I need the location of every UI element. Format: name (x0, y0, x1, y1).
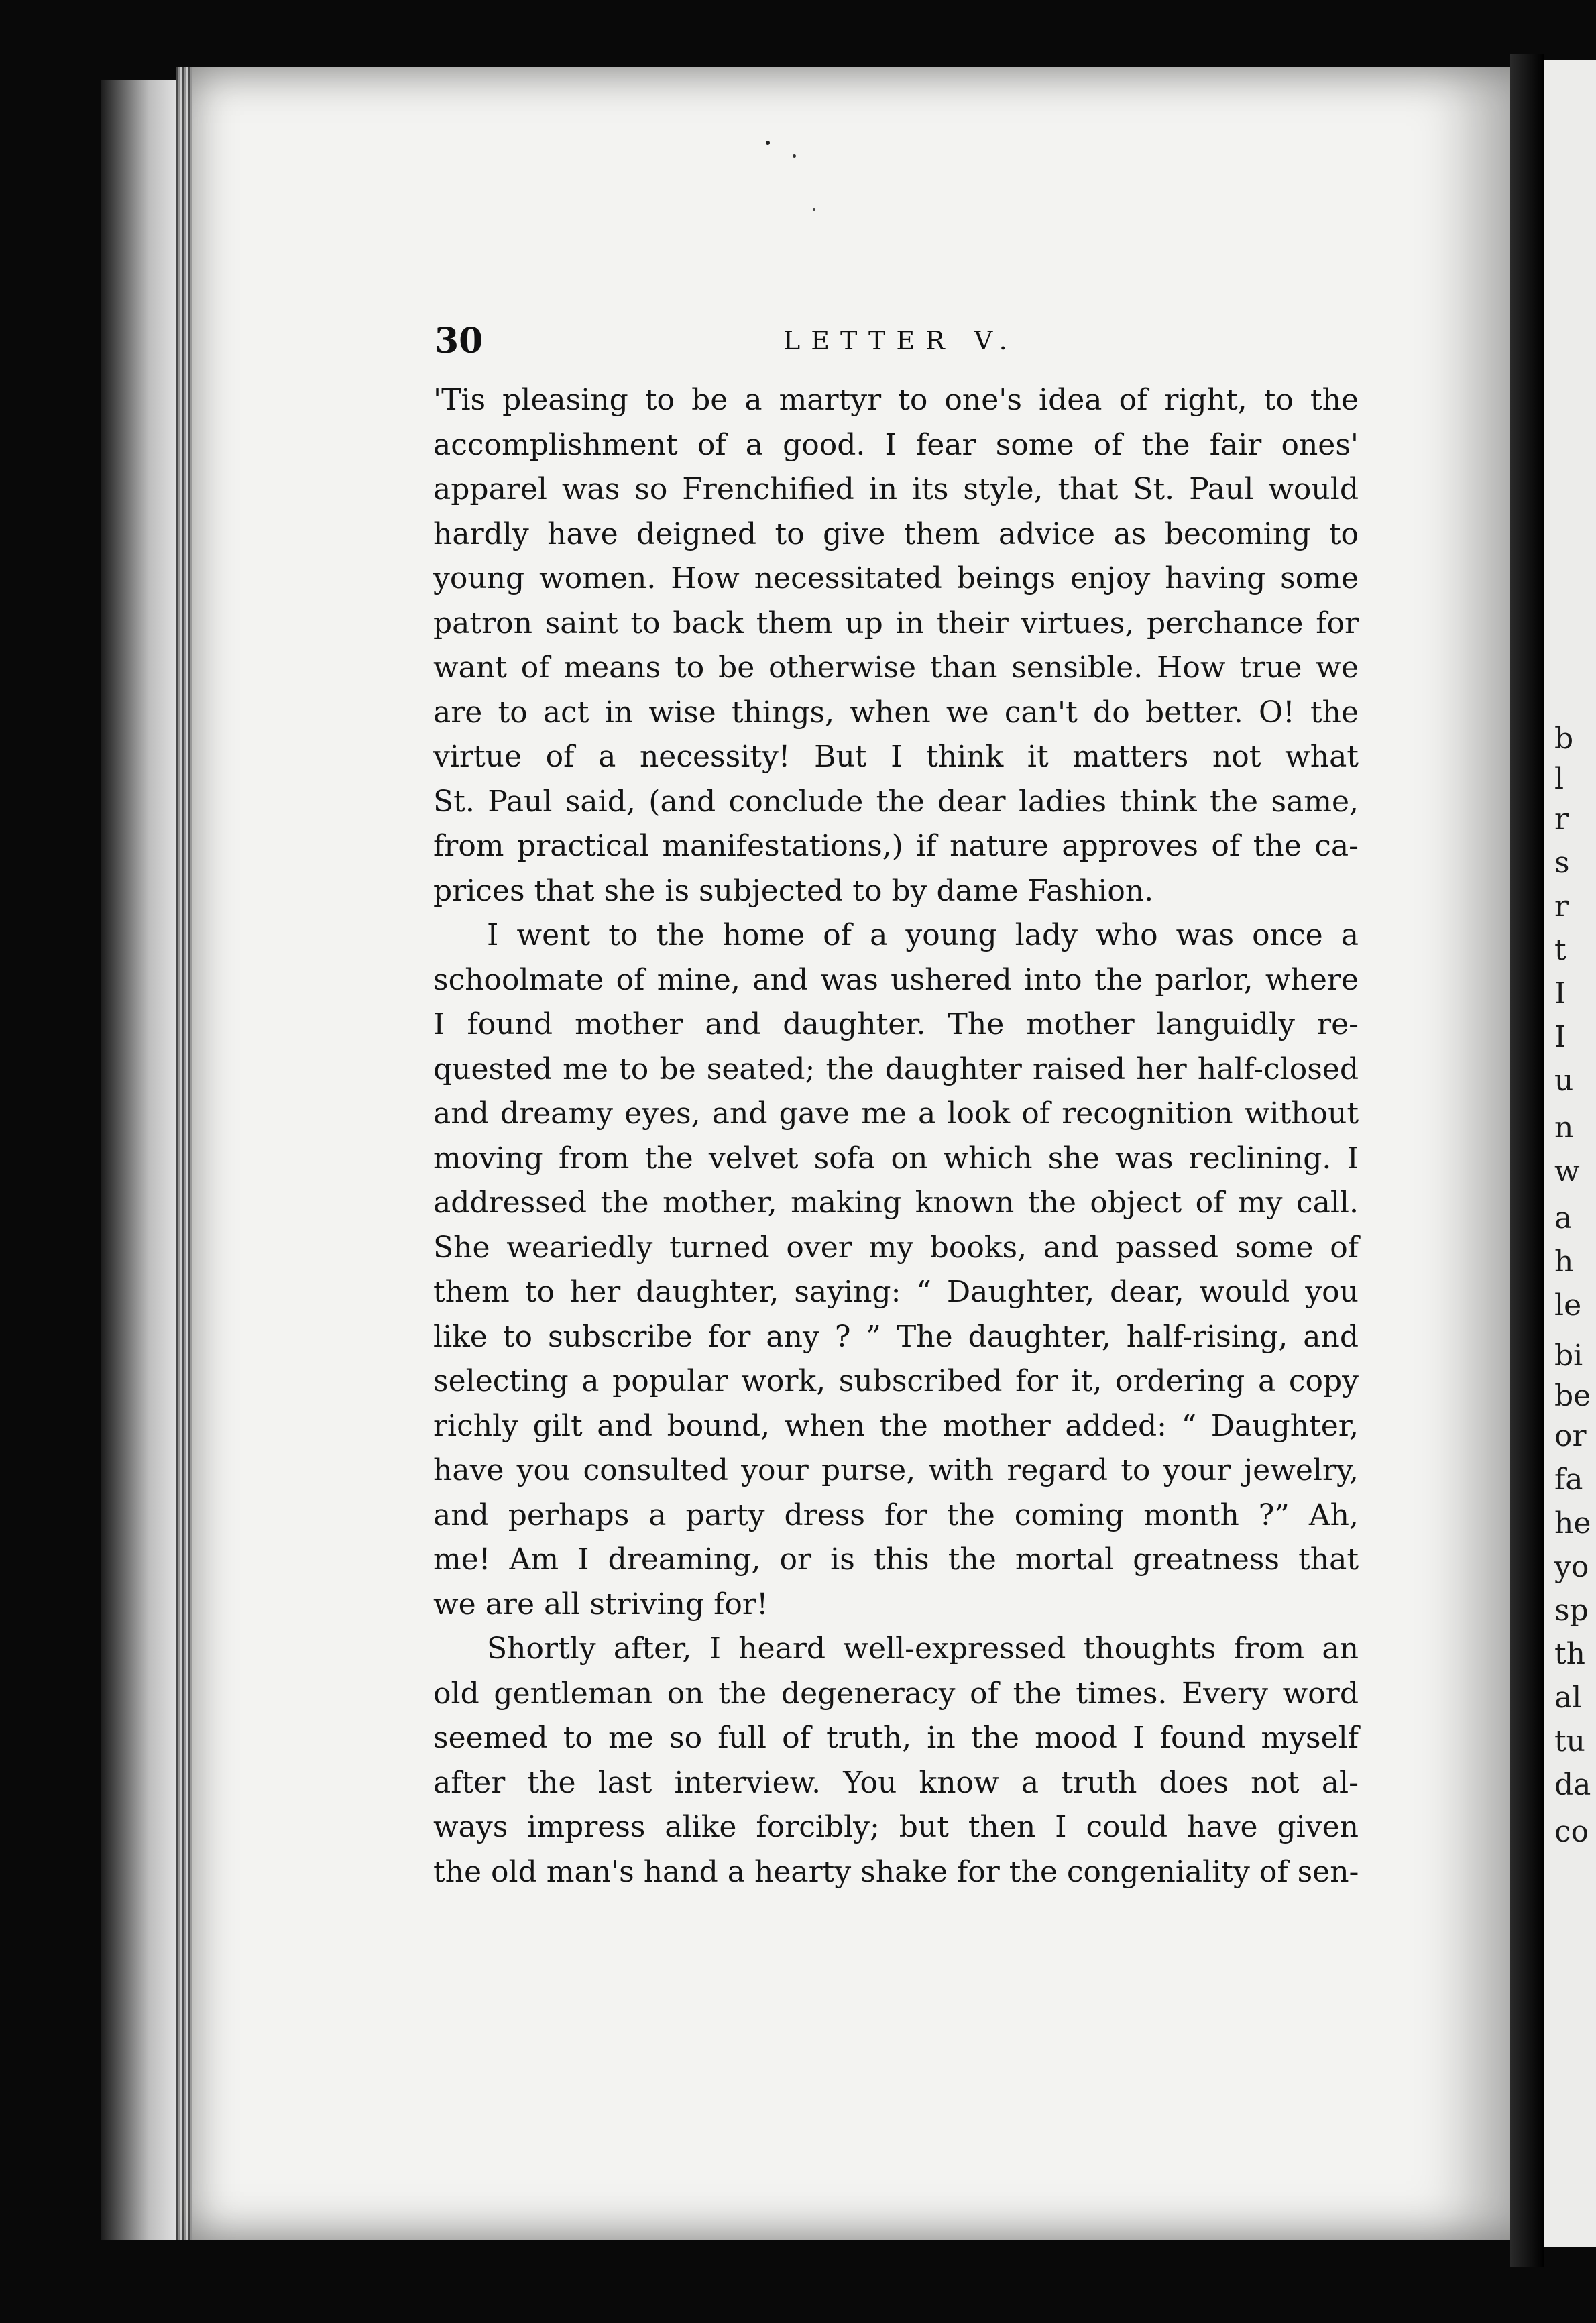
text-line: She weariedly turned over my books, and passed some of (433, 1230, 1359, 1265)
facing-page-fragment: l (1554, 762, 1564, 796)
facing-page-fragment: co (1554, 1815, 1589, 1849)
page-number: 30 (435, 321, 483, 361)
text-line: selecting a popular work, subscribed for it, ordering a copy (433, 1364, 1359, 1398)
page-header (435, 321, 1353, 361)
text-line: I went to the home of a young lady who was once a (487, 918, 1359, 952)
running-head: LETTER V. (783, 326, 1018, 355)
text-line: we are all striving for! (433, 1587, 768, 1622)
facing-page-fragment: r (1554, 802, 1569, 836)
text-line: are to act in wise things, when we can't do better. O! the (433, 695, 1359, 730)
text-line: them to her daughter, saying: “ Daughter, dear, would you (433, 1275, 1359, 1309)
text-line: 'Tis pleasing to be a martyr to one's idea of right, to the (433, 383, 1359, 417)
text-line: from practical manifestations,) if nature approves of the ca- (433, 829, 1359, 863)
facing-page-fragment: n (1554, 1111, 1574, 1145)
facing-page-fragment: h (1554, 1245, 1574, 1279)
facing-page-fragment: s (1554, 846, 1570, 880)
facing-page-fragment: he (1554, 1506, 1591, 1540)
facing-page-fragment: b (1554, 722, 1574, 756)
book-gutter (1510, 54, 1544, 2267)
facing-page-fragment: t (1554, 933, 1566, 967)
text-line: after the last interview. You know a truth does not al- (433, 1765, 1359, 1800)
text-line: quested me to be seated; the daughter raised her half-closed (433, 1052, 1359, 1086)
facing-page-fragment: yo (1554, 1550, 1589, 1584)
text-line: me! Am I dreaming, or is this the mortal greatness that (433, 1542, 1359, 1577)
text-line: richly gilt and bound, when the mother added: “ Daughter, (433, 1408, 1359, 1443)
facing-page-fragment: I (1554, 1020, 1566, 1054)
paper-speck (813, 208, 815, 211)
text-line: the old man's hand a hearty shake for the congeniality of sen- (433, 1854, 1359, 1889)
text-line: old gentleman on the degeneracy of the times. Every word (433, 1676, 1359, 1711)
facing-page-fragment: le (1554, 1288, 1582, 1322)
paragraph (433, 378, 1359, 913)
facing-page-fragment: w (1554, 1154, 1580, 1188)
text-line: apparel was so Frenchified in its style, that St. Paul would (433, 472, 1359, 506)
paragraph (433, 1627, 1359, 1894)
text-line: like to subscribe for any ? ” The daughter, half-rising, and (433, 1319, 1359, 1354)
text-line: patron saint to back them up in their virtues, perchance for (433, 606, 1359, 640)
text-line: accomplishment of a good. I fear some of the fair ones' (433, 427, 1359, 462)
facing-page-fragment: da (1554, 1768, 1591, 1802)
facing-page-fragment: al (1554, 1681, 1582, 1715)
facing-page-fragment: bi (1554, 1339, 1583, 1373)
book-page-edges (101, 80, 181, 2240)
facing-page-fragment: tu (1554, 1724, 1586, 1758)
paper-speck (766, 141, 770, 145)
text-line: and dreamy eyes, and gave me a look of recognition without (433, 1096, 1359, 1131)
text-line: schoolmate of mine, and was ushered into the parlor, where (433, 962, 1359, 997)
text-line: St. Paul said, (and conclude the dear ladies think the same, (433, 784, 1359, 819)
facing-page-fragment: be (1554, 1379, 1591, 1413)
text-line: ways impress alike forcibly; but then I could have given (433, 1810, 1359, 1844)
text-line: hardly have deigned to give them advice as becoming to (433, 516, 1359, 551)
facing-page-fragment: or (1554, 1419, 1587, 1453)
text-line: and perhaps a party dress for the coming month ?” Ah, (433, 1497, 1359, 1532)
paragraph (433, 913, 1359, 1627)
facing-page-fragment: u (1554, 1064, 1574, 1098)
text-line: prices that she is subjected to by dame Fashion. (433, 873, 1154, 908)
facing-page-fragment: sp (1554, 1593, 1589, 1628)
facing-page-fragment: th (1554, 1637, 1586, 1671)
text-line: young women. How necessitated beings enjoy having some (433, 561, 1359, 596)
facing-page-fragment: fa (1554, 1463, 1583, 1497)
text-line: moving from the velvet sofa on which she was reclining. I (433, 1141, 1359, 1176)
text-line: have you consulted your purse, with regard to your jewelry, (433, 1453, 1359, 1487)
facing-page-fragment: I (1554, 976, 1566, 1011)
text-line: virtue of a necessity! But I think it matters not what (433, 740, 1359, 774)
text-line: I found mother and daughter. The mother languidly re- (433, 1007, 1359, 1041)
facing-page-fragment: a (1554, 1201, 1573, 1235)
text-line: want of means to be otherwise than sensible. How true we (433, 650, 1359, 685)
paper-speck (793, 154, 796, 158)
text-line: addressed the mother, making known the object of my call. (433, 1186, 1359, 1220)
text-line: seemed to me so full of truth, in the mood I found myself (433, 1721, 1359, 1755)
text-line: Shortly after, I heard well-expressed thoughts from an (487, 1632, 1359, 1666)
body-text (433, 378, 1359, 1894)
facing-page-edge (1544, 60, 1596, 2247)
facing-page-fragment: r (1554, 889, 1569, 923)
